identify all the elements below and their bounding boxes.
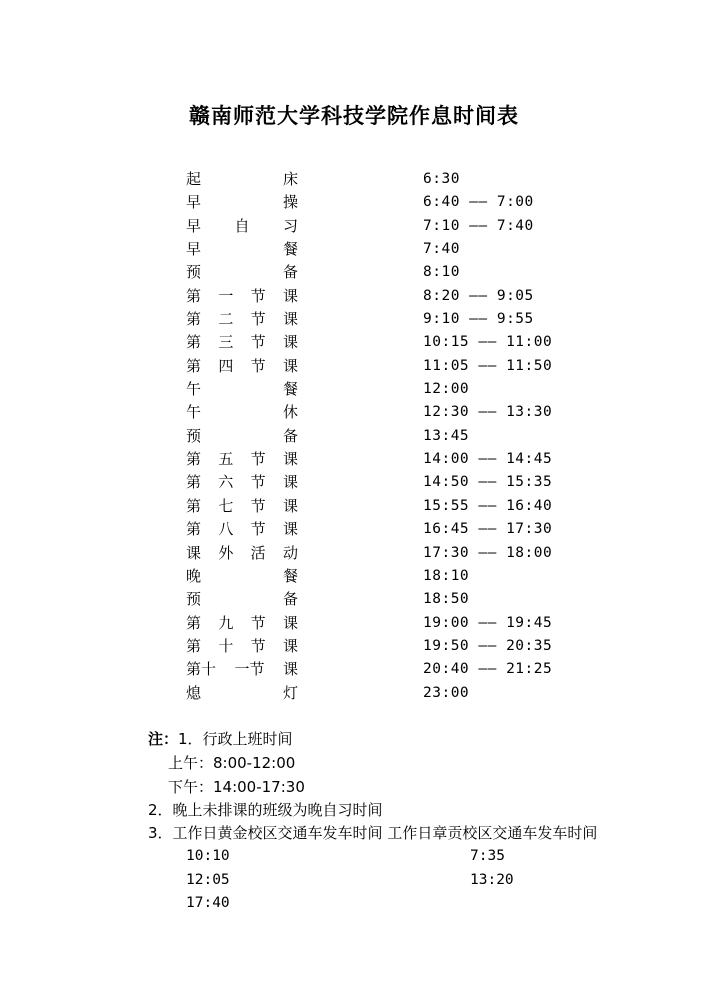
activity-char: 早 [186, 193, 202, 212]
activity-char: 操 [282, 193, 298, 212]
activity-char: 灯 [282, 683, 298, 702]
activity-char: 第 [186, 473, 202, 492]
activity-name [186, 635, 298, 658]
activity-name [186, 471, 298, 494]
activity-char: 熄 [186, 683, 202, 702]
activity-time: 19:00 —— 19:45 [423, 614, 553, 631]
activity-char: 第 [186, 356, 202, 375]
activity-char: 早 [186, 216, 202, 235]
activity-char: 晚 [186, 566, 202, 585]
page-title: 赣南师范大学科技学院作息时间表 [189, 104, 519, 128]
note-label: 注： [148, 730, 179, 748]
activity-time: 14:50 —— 15:35 [423, 474, 553, 491]
activity-char: 餐 [282, 380, 298, 399]
activity-char: 午 [186, 403, 202, 422]
note-morning-hours: 上午：8:00-12:00 [168, 754, 296, 772]
activity-time: 12:00 [423, 381, 470, 398]
activity-name [186, 682, 298, 705]
activity-char: 习 [282, 216, 298, 235]
activity-time: 23:00 [423, 684, 470, 701]
activity-char: 课 [282, 473, 298, 492]
activity-char: 动 [282, 543, 298, 562]
activity-name [186, 331, 298, 354]
activity-name [186, 565, 298, 588]
huangjin-bus-time: 17:40 [186, 895, 230, 911]
activity-char: 第 [186, 613, 202, 632]
activity-char: 第 [186, 450, 202, 469]
activity-char: 节 [250, 613, 266, 632]
activity-time: 14:00 —— 14:45 [423, 451, 553, 468]
activity-char: 节 [250, 520, 266, 539]
activity-name [186, 355, 298, 378]
activity-time: 15:55 —— 16:40 [423, 497, 553, 514]
activity-char: 休 [282, 403, 298, 422]
activity-time: 10:15 —— 11:00 [423, 334, 553, 351]
huangjin-bus-time: 10:10 [186, 848, 230, 864]
activity-char: 午 [186, 380, 202, 399]
activity-char: 八 [218, 520, 234, 539]
note-afternoon-hours: 下午：14:00-17:30 [168, 778, 305, 796]
activity-time: 17:30 —— 18:00 [423, 544, 553, 561]
activity-char: 起 [186, 170, 202, 188]
activity-time: 6:40 —— 7:00 [423, 194, 534, 211]
activity-char: 课 [282, 636, 298, 655]
activity-name [186, 448, 298, 471]
note-item-3: 3．工作日黄金校区交通车发车时间 工作日章贡校区交通车发车时间 [148, 824, 598, 842]
note-item-2: 2．晚上未排课的班级为晚自习时间 [148, 801, 383, 819]
activity-name [186, 518, 298, 541]
activity-char: 预 [186, 263, 202, 282]
activity-char: 课 [282, 660, 298, 679]
activity-char: 节 [250, 333, 266, 352]
activity-char: 课 [282, 286, 298, 305]
activity-char: 床 [282, 170, 298, 188]
activity-name [186, 261, 298, 284]
note-item-1: 1．行政上班时间 [178, 730, 293, 748]
activity-char: 餐 [282, 240, 298, 259]
activity-char: 课 [282, 520, 298, 539]
activity-char: 餐 [282, 566, 298, 585]
note-line-1 [148, 728, 293, 751]
activity-char: 第十 [186, 660, 217, 679]
activity-char: 九 [218, 613, 234, 632]
activity-char: 第 [186, 520, 202, 539]
activity-char: 五 [218, 450, 234, 469]
activity-name [186, 425, 298, 448]
activity-time: 13:45 [423, 427, 470, 444]
activity-char: 第 [186, 496, 202, 515]
activity-char: 课 [282, 356, 298, 375]
activity-char: 节 [250, 450, 266, 469]
activity-char: 六 [218, 473, 234, 492]
activity-char: 自 [234, 216, 250, 235]
activity-char: 第 [186, 333, 202, 352]
activity-name [186, 215, 298, 238]
activity-name [186, 238, 298, 261]
activity-time: 11:05 —— 11:50 [423, 357, 553, 374]
activity-char: 三 [218, 333, 234, 352]
activity-name [186, 588, 298, 611]
activity-char: 课 [282, 450, 298, 469]
activity-time: 18:10 [423, 567, 470, 584]
activity-name [186, 401, 298, 424]
activity-char: 课 [282, 496, 298, 515]
activity-time: 7:10 —— 7:40 [423, 217, 534, 234]
activity-char: 课 [282, 333, 298, 352]
activity-time: 8:10 [423, 264, 460, 281]
activity-name [186, 285, 298, 308]
activity-time: 16:45 —— 17:30 [423, 521, 553, 538]
zhanggong-bus-time: 13:20 [470, 872, 514, 888]
activity-char: 早 [186, 240, 202, 259]
activity-name [186, 495, 298, 518]
activity-char: 备 [282, 590, 298, 609]
activity-char: 外 [218, 543, 234, 562]
activity-char: 节 [250, 473, 266, 492]
activity-char: 课 [186, 543, 202, 562]
zhanggong-bus-time: 7:35 [470, 848, 505, 864]
huangjin-bus-time: 12:05 [186, 872, 230, 888]
activity-char: 课 [282, 613, 298, 632]
activity-name [186, 191, 298, 214]
activity-char: 节 [250, 286, 266, 305]
activity-char: 一 [218, 286, 234, 305]
activity-char: 备 [282, 426, 298, 445]
activity-time: 8:20 —— 9:05 [423, 287, 534, 304]
activity-char: 二 [218, 310, 234, 329]
activity-char: 活 [250, 543, 266, 562]
activity-name [186, 542, 298, 565]
activity-char: 节 [250, 356, 266, 375]
activity-name [186, 658, 298, 681]
activity-char: 第 [186, 310, 202, 329]
activity-char: 一节 [234, 660, 265, 679]
activity-char: 节 [250, 310, 266, 329]
activity-name [186, 612, 298, 635]
activity-time: 20:40 —— 21:25 [423, 661, 553, 678]
activity-char: 四 [218, 356, 234, 375]
activity-char: 第 [186, 636, 202, 655]
activity-char: 预 [186, 426, 202, 445]
activity-time: 9:10 —— 9:55 [423, 311, 534, 328]
activity-time: 18:50 [423, 591, 470, 608]
activity-time: 19:50 —— 20:35 [423, 637, 553, 654]
activity-char: 第 [186, 286, 202, 305]
activity-char: 七 [218, 496, 234, 515]
activity-name [186, 168, 298, 191]
activity-time: 6:30 [423, 171, 460, 187]
activity-time: 7:40 [423, 241, 460, 258]
activity-name [186, 378, 298, 401]
activity-char: 十 [218, 636, 234, 655]
activity-char: 备 [282, 263, 298, 282]
activity-char: 节 [250, 636, 266, 655]
activity-char: 节 [250, 496, 266, 515]
activity-name [186, 308, 298, 331]
activity-char: 预 [186, 590, 202, 609]
activity-char: 课 [282, 310, 298, 329]
activity-time: 12:30 —— 13:30 [423, 404, 553, 421]
